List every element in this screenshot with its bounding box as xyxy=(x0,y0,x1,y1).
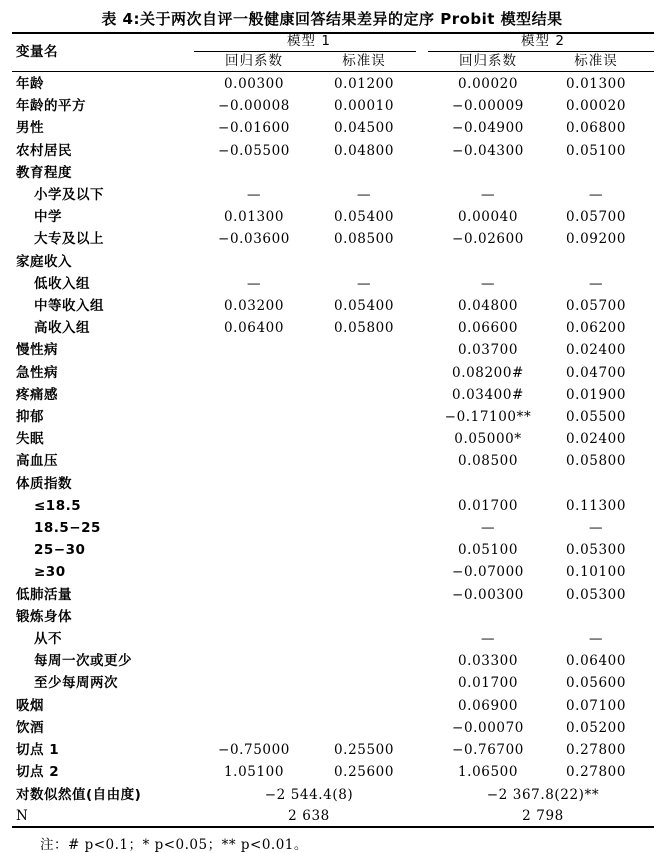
model1-se-cell xyxy=(308,695,420,717)
row-label: 疼痛感 xyxy=(16,387,58,403)
model2-coef-cell: 0.06600 xyxy=(457,320,519,336)
model2-coef-cell: 0.04800 xyxy=(457,298,519,314)
model2-se-cell: 0.27800 xyxy=(565,764,627,780)
model1-se-cell xyxy=(308,384,420,406)
model1-se-cell: 0.05800 xyxy=(333,320,395,336)
model1-coef-cell xyxy=(198,561,310,583)
row-label: 失眠 xyxy=(16,431,44,447)
model1-coef-cell xyxy=(198,428,310,450)
table-title: 表 4:关于两次自评一般健康回答结果差异的定序 Probit 模型结果 xyxy=(101,10,563,28)
model2-coef-cell: 0.01700 xyxy=(457,498,519,514)
model1-coef-cell: 0.03200 xyxy=(223,298,285,314)
model2-coef-cell: 0.08500 xyxy=(457,453,519,469)
row-label: 男性 xyxy=(16,120,44,136)
model1-se-cell xyxy=(308,428,420,450)
table-note: 注：# p<0.1；* p<0.05；** p<0.01。 xyxy=(40,837,308,853)
model1-coef-cell xyxy=(198,695,310,717)
model1-coef-cell: 1.05100 xyxy=(223,764,285,780)
row-label: 至少每周两次 xyxy=(34,675,118,691)
model1-coef-cell xyxy=(198,650,310,672)
model1-coef-cell: −0.03600 xyxy=(218,231,290,247)
model2-se-cell: — xyxy=(588,520,604,536)
model1-se-cell xyxy=(308,406,420,428)
model2-se-cell: 0.01900 xyxy=(565,387,627,403)
row-label: 年龄的平方 xyxy=(16,98,86,114)
model2-coef-cell: 0.03700 xyxy=(457,342,519,358)
model2-se-cell: 0.06200 xyxy=(565,320,627,336)
model1-se-cell: 0.25600 xyxy=(333,764,395,780)
model1-coef-cell xyxy=(198,672,310,694)
model2-se-cell: — xyxy=(588,631,604,647)
model1-coef-cell xyxy=(198,584,310,606)
model1-coef-cell: −0.01600 xyxy=(218,120,290,136)
model1-coef-cell xyxy=(198,162,310,184)
row-label: 年龄 xyxy=(16,76,44,92)
model1-se-cell xyxy=(308,450,420,472)
model1-coef-cell xyxy=(198,517,310,539)
model2-se-cell: 0.27800 xyxy=(565,742,627,758)
model2-se-cell: 0.00020 xyxy=(565,98,627,114)
row-label: 18.5−25 xyxy=(34,520,101,536)
model2-se-cell xyxy=(540,251,652,273)
row-label: 每周一次或更少 xyxy=(34,653,132,669)
model1-coef-cell xyxy=(198,628,310,650)
model2-coef-cell xyxy=(432,473,544,495)
row-label: 急性病 xyxy=(16,365,58,381)
model2-coef-cell: 0.01700 xyxy=(457,675,519,691)
model2-coef-cell: — xyxy=(480,520,496,536)
model1-coef-cell: 0.06400 xyxy=(223,320,285,336)
row-label: 高血压 xyxy=(16,453,58,469)
model2-se-cell: 0.07100 xyxy=(565,698,627,714)
loglik-model2: −2 367.8(22)** xyxy=(486,787,600,803)
model2-se-cell: 0.11300 xyxy=(565,498,627,514)
model1-se-cell: 0.05400 xyxy=(333,209,395,225)
row-label: 25−30 xyxy=(34,542,86,558)
model1-se-cell xyxy=(308,606,420,628)
model2-se-cell: 0.05300 xyxy=(565,542,627,558)
model1-se-cell xyxy=(308,584,420,606)
model2-coef-cell: 0.05100 xyxy=(457,542,519,558)
model2-se-cell: 0.01300 xyxy=(565,76,627,92)
header-variable: 变量名 xyxy=(16,44,58,60)
model1-coef-cell xyxy=(198,473,310,495)
row-label: 高收入组 xyxy=(34,320,90,336)
model2-se-cell: 0.05200 xyxy=(565,720,627,736)
model1-se-cell xyxy=(308,251,420,273)
model1-coef-cell xyxy=(198,339,310,361)
model1-se-cell xyxy=(308,650,420,672)
row-label: 慢性病 xyxy=(16,342,58,358)
model2-se-cell: 0.02400 xyxy=(565,431,627,447)
model2-se-cell: 0.10100 xyxy=(565,564,627,580)
model2-coef-cell xyxy=(432,162,544,184)
model1-coef-cell xyxy=(198,406,310,428)
header-model1: 模型 1 xyxy=(287,33,331,49)
model1-coef-cell xyxy=(198,606,310,628)
model2-coef-cell: 0.03300 xyxy=(457,653,519,669)
model1-se-cell: — xyxy=(356,187,372,203)
model2-coef-cell: 0.06900 xyxy=(457,698,519,714)
model1-coef-cell xyxy=(198,539,310,561)
n-model1: 2 638 xyxy=(288,808,330,824)
header-m2-coef: 回归系数 xyxy=(459,53,517,69)
model1-se-cell: 0.05400 xyxy=(333,298,395,314)
row-label: 小学及以下 xyxy=(34,187,104,203)
model1-se-cell: 0.08500 xyxy=(333,231,395,247)
model2-coef-cell: −0.00009 xyxy=(452,98,524,114)
model2-coef-cell: 0.08200# xyxy=(452,365,524,381)
header-model2: 模型 2 xyxy=(521,33,565,49)
row-label: 中等收入组 xyxy=(34,298,104,314)
model2-se-cell: 0.05700 xyxy=(565,298,627,314)
model1-coef-cell: −0.00008 xyxy=(218,98,290,114)
model2-coef-cell xyxy=(432,251,544,273)
model2-se-cell: 0.02400 xyxy=(565,342,627,358)
model2-coef-cell: 0.00020 xyxy=(457,76,519,92)
row-label: 教育程度 xyxy=(16,165,72,181)
model2-coef-cell: 0.00040 xyxy=(457,209,519,225)
row-label: 饮酒 xyxy=(16,720,44,736)
model1-se-cell xyxy=(308,628,420,650)
model1-se-cell xyxy=(308,717,420,739)
model2-coef-cell: −0.17100** xyxy=(444,409,532,425)
loglik-label: 对数似然值(自由度) xyxy=(16,787,142,803)
model2-coef-cell: — xyxy=(480,276,496,292)
model2-coef-cell: −0.02600 xyxy=(452,231,524,247)
header-m1-coef: 回归系数 xyxy=(225,53,283,69)
row-label: 低肺活量 xyxy=(16,587,72,603)
row-label: 切点 2 xyxy=(16,764,60,780)
model2-se-cell xyxy=(540,606,652,628)
model1-coef-cell: — xyxy=(246,187,262,203)
model2-se-cell: 0.09200 xyxy=(565,231,627,247)
model1-se-cell xyxy=(308,517,420,539)
model1-coef-cell: — xyxy=(246,276,262,292)
row-label: 低收入组 xyxy=(34,276,90,292)
loglik-model1: −2 544.4(8) xyxy=(264,787,354,803)
model1-se-cell xyxy=(308,473,420,495)
row-label: 锻炼身体 xyxy=(16,609,72,625)
n-model2: 2 798 xyxy=(522,808,564,824)
model2-se-cell: — xyxy=(588,187,604,203)
header-m1-se: 标准误 xyxy=(342,53,386,69)
row-label: 家庭收入 xyxy=(16,254,72,270)
model1-se-cell xyxy=(308,162,420,184)
model1-coef-cell xyxy=(198,717,310,739)
model1-coef-cell: 0.01300 xyxy=(223,209,285,225)
model1-se-cell: 0.04800 xyxy=(333,143,395,159)
model2-se-cell xyxy=(540,162,652,184)
row-label: 体质指数 xyxy=(16,476,72,492)
model1-coef-cell xyxy=(198,450,310,472)
model1-se-cell: 0.00010 xyxy=(333,98,395,114)
model2-coef-cell: −0.00300 xyxy=(452,587,524,603)
model1-se-cell xyxy=(308,539,420,561)
row-label: ≥30 xyxy=(34,564,66,580)
model1-se-cell xyxy=(308,362,420,384)
model1-coef-cell xyxy=(198,362,310,384)
n-label: N xyxy=(16,808,28,824)
model2-coef-cell: 1.06500 xyxy=(457,764,519,780)
model2-se-cell: 0.05300 xyxy=(565,587,627,603)
model2-coef-cell: −0.04900 xyxy=(452,120,524,136)
model2-se-cell: 0.04700 xyxy=(565,365,627,381)
model1-se-cell: — xyxy=(356,276,372,292)
model2-coef-cell: −0.04300 xyxy=(452,143,524,159)
model2-coef-cell xyxy=(432,606,544,628)
model2-se-cell: 0.06400 xyxy=(565,653,627,669)
model1-se-cell: 0.04500 xyxy=(333,120,395,136)
model1-se-cell xyxy=(308,495,420,517)
model1-se-cell xyxy=(308,339,420,361)
model1-se-cell: 0.25500 xyxy=(333,742,395,758)
model2-se-cell: 0.05700 xyxy=(565,209,627,225)
model2-se-cell: 0.05500 xyxy=(565,409,627,425)
header-m2-se: 标准误 xyxy=(574,53,618,69)
row-label: 农村居民 xyxy=(16,143,72,159)
model1-se-cell xyxy=(308,561,420,583)
model2-coef-cell: — xyxy=(480,631,496,647)
model1-se-cell xyxy=(308,672,420,694)
row-label: 切点 1 xyxy=(16,742,60,758)
model2-se-cell: — xyxy=(588,276,604,292)
model2-se-cell: 0.05600 xyxy=(565,675,627,691)
model1-coef-cell: 0.00300 xyxy=(223,76,285,92)
model2-coef-cell: −0.76700 xyxy=(452,742,524,758)
model1-coef-cell xyxy=(198,495,310,517)
model2-se-cell: 0.06800 xyxy=(565,120,627,136)
model1-coef-cell xyxy=(198,251,310,273)
model2-coef-cell: −0.00070 xyxy=(452,720,524,736)
row-label: 中学 xyxy=(34,209,62,225)
model1-coef-cell xyxy=(198,384,310,406)
model2-coef-cell: −0.07000 xyxy=(452,564,524,580)
model2-se-cell xyxy=(540,473,652,495)
row-label: 从不 xyxy=(34,631,62,647)
model2-se-cell: 0.05800 xyxy=(565,453,627,469)
model1-coef-cell: −0.05500 xyxy=(218,143,290,159)
row-label: 抑郁 xyxy=(16,409,44,425)
row-label: 吸烟 xyxy=(16,698,44,714)
model2-coef-cell: 0.03400# xyxy=(452,387,524,403)
row-label: 大专及以上 xyxy=(34,231,104,247)
model2-coef-cell: 0.05000* xyxy=(454,431,522,447)
row-label: ≤18.5 xyxy=(34,498,82,514)
model2-coef-cell: — xyxy=(480,187,496,203)
model1-se-cell: 0.01200 xyxy=(333,76,395,92)
model1-coef-cell: −0.75000 xyxy=(218,742,290,758)
model2-se-cell: 0.05100 xyxy=(565,143,627,159)
